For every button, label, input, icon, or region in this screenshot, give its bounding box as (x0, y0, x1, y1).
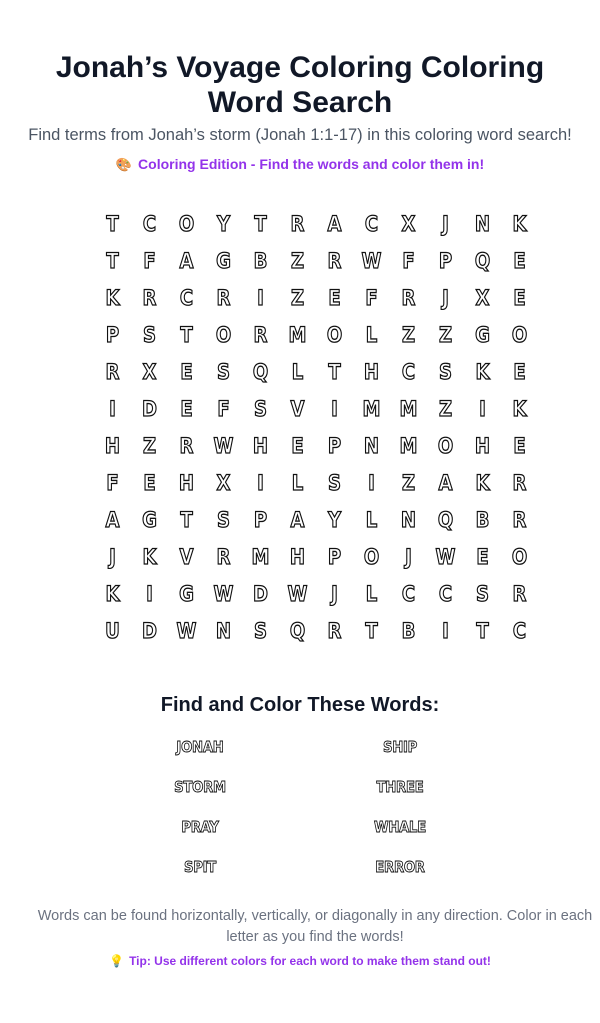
grid-cell[interactable]: R (512, 581, 527, 606)
grid-cell[interactable]: F (106, 470, 119, 495)
grid-cell[interactable]: K (475, 359, 490, 384)
grid-cell[interactable]: C (438, 581, 453, 606)
grid-cell[interactable]: P (438, 248, 453, 273)
grid-cell[interactable]: W (361, 248, 382, 273)
grid-cell[interactable]: E (476, 544, 489, 569)
grid-cell[interactable]: E (513, 359, 526, 384)
grid-cell[interactable]: K (512, 396, 527, 421)
grid-cell[interactable]: J (442, 285, 449, 310)
grid-cell[interactable]: E (513, 433, 526, 458)
grid-cell[interactable]: B (475, 507, 490, 532)
grid-cell[interactable]: Z (438, 322, 453, 347)
grid-cell[interactable]: C (401, 581, 416, 606)
grid-cell[interactable]: E (513, 285, 526, 310)
grid-cell[interactable]: B (401, 618, 416, 643)
word-list (100, 738, 500, 898)
grid-cell[interactable]: M (288, 322, 307, 347)
edition-banner (0, 156, 600, 173)
grid-cell[interactable]: G (142, 507, 157, 532)
grid-cell[interactable]: D (142, 618, 157, 643)
grid-cell[interactable]: F (217, 396, 230, 421)
grid-cell[interactable]: V (179, 544, 194, 569)
word-item: SPIT (183, 858, 217, 876)
grid-cell[interactable]: E (180, 359, 193, 384)
grid-cell[interactable]: N (400, 507, 417, 532)
grid-cell[interactable]: C (512, 618, 527, 643)
grid-cell[interactable]: O (363, 544, 380, 569)
grid-cell[interactable]: O (437, 433, 454, 458)
word-item: PRAY (181, 818, 219, 836)
grid-cell[interactable]: T (328, 359, 341, 384)
grid-cell[interactable]: R (216, 544, 231, 569)
grid-cell[interactable]: F (365, 285, 378, 310)
grid-cell[interactable]: K (475, 470, 490, 495)
grid-cell[interactable]: P (327, 433, 342, 458)
grid-cell[interactable]: O (215, 322, 232, 347)
grid-cell[interactable]: S (438, 359, 453, 384)
grid-cell[interactable]: R (327, 248, 342, 273)
grid-cell[interactable]: J (331, 581, 338, 606)
grid-cell[interactable]: F (143, 248, 156, 273)
grid-cell[interactable]: I (442, 618, 449, 643)
tip (0, 954, 600, 968)
grid-cell[interactable]: T (106, 248, 119, 273)
grid-cell[interactable]: S (142, 322, 157, 347)
grid-cell[interactable]: H (178, 470, 195, 495)
grid-cell[interactable]: Y (216, 211, 231, 236)
grid-cell[interactable]: A (105, 507, 120, 532)
grid-cell[interactable]: E (328, 285, 341, 310)
grid-cell[interactable]: G (216, 248, 231, 273)
lightbulb-icon: 💡 (109, 954, 125, 968)
grid-cell[interactable]: R (512, 470, 527, 495)
grid-cell[interactable]: X (216, 470, 231, 495)
word-row (100, 858, 500, 898)
grid-cell[interactable]: M (362, 396, 381, 421)
grid-cell[interactable]: K (105, 285, 120, 310)
grid-cell[interactable]: G (475, 322, 490, 347)
word-item: STORM (174, 778, 226, 796)
grid-cell[interactable]: Y (327, 507, 342, 532)
grid-cell[interactable]: D (142, 396, 157, 421)
word-row (100, 818, 500, 858)
grid-cell[interactable]: X (401, 211, 416, 236)
grid-cell[interactable]: Q (289, 618, 306, 643)
instructions: Words can be found horizontally, vertically, or diagonally in any direction. Color in each letter as you find the words! (37, 908, 593, 945)
grid-cell[interactable]: S (216, 359, 231, 384)
grid-cell[interactable]: I (331, 396, 338, 421)
grid-cell[interactable]: E (513, 248, 526, 273)
grid-cell[interactable]: A (290, 507, 305, 532)
grid-cell[interactable]: I (146, 581, 153, 606)
word-row (100, 778, 500, 818)
tip-text: Tip: Use different colors for each word to make them stand out! (129, 954, 491, 968)
grid-cell[interactable]: S (253, 618, 268, 643)
grid-cell[interactable]: T (365, 618, 378, 643)
grid-cell[interactable]: G (179, 581, 194, 606)
word-item: WHALE (374, 818, 426, 836)
edition-text: Coloring Edition - Find the words and color them in! (138, 156, 485, 172)
subtitle: Find terms from Jonah’s storm (Jonah 1:1-17) in this coloring word search! (28, 126, 572, 144)
grid-cell[interactable]: P (253, 507, 268, 532)
grid-cell[interactable]: B (253, 248, 268, 273)
grid-cell[interactable]: P (327, 544, 342, 569)
grid-cell[interactable]: M (399, 396, 418, 421)
grid-cell[interactable]: S (475, 581, 490, 606)
grid-cell[interactable]: H (104, 433, 121, 458)
grid-cell[interactable]: A (179, 248, 194, 273)
grid-cell[interactable]: P (105, 322, 120, 347)
grid-cell[interactable]: O (511, 322, 528, 347)
grid-cell[interactable]: N (474, 211, 491, 236)
grid-cell[interactable]: H (252, 433, 269, 458)
grid-cell[interactable]: Z (290, 248, 305, 273)
grid-cell[interactable]: J (405, 544, 412, 569)
grid-cell[interactable]: R (142, 285, 157, 310)
grid-cell[interactable]: Q (252, 359, 269, 384)
grid-cell[interactable]: Z (142, 433, 157, 458)
grid-cell[interactable]: M (399, 433, 418, 458)
grid-cell[interactable]: S (327, 470, 342, 495)
grid-cell[interactable]: W (176, 618, 197, 643)
grid-cell[interactable]: Z (290, 285, 305, 310)
grid-cell[interactable]: W (213, 581, 234, 606)
grid-cell[interactable]: I (479, 396, 486, 421)
grid-cell[interactable]: S (216, 507, 231, 532)
grid-cell[interactable]: C (401, 359, 416, 384)
grid-cell[interactable]: M (251, 544, 270, 569)
word-item: JONAH (176, 738, 224, 756)
grid-cell[interactable]: L (365, 322, 378, 347)
grid-cell[interactable]: T (106, 211, 119, 236)
grid-cell[interactable]: Z (401, 322, 416, 347)
grid-cell[interactable]: X (142, 359, 157, 384)
grid-cell[interactable]: A (438, 470, 453, 495)
grid-cell[interactable]: H (474, 433, 491, 458)
grid-cell[interactable]: J (442, 211, 449, 236)
word-item: THREE (376, 778, 424, 796)
letter-grid (94, 205, 538, 649)
word-row (100, 738, 500, 778)
page-title: Jonah’s Voyage Coloring Coloring Word Search (55, 51, 545, 119)
grid-cell[interactable]: W (213, 433, 234, 458)
grid-cell[interactable]: I (257, 470, 264, 495)
grid-cell[interactable]: C (142, 211, 157, 236)
grid-cell[interactable]: T (476, 618, 489, 643)
grid-cell[interactable]: L (365, 581, 378, 606)
grid-cell[interactable]: T (180, 322, 193, 347)
grid-cell[interactable]: L (291, 470, 304, 495)
grid-cell[interactable]: R (105, 359, 120, 384)
grid-cell[interactable]: O (326, 322, 343, 347)
word-item: ERROR (375, 858, 425, 876)
grid-cell[interactable]: R (327, 618, 342, 643)
grid-cell[interactable]: I (257, 285, 264, 310)
grid-cell[interactable]: I (109, 396, 116, 421)
grid-cell[interactable]: E (180, 396, 193, 421)
grid-cell[interactable]: F (402, 248, 415, 273)
grid-cell[interactable]: K (512, 211, 527, 236)
grid-cell[interactable]: R (216, 285, 231, 310)
grid-cell[interactable]: J (109, 544, 116, 569)
grid-cell[interactable]: R (290, 211, 305, 236)
grid-cell[interactable]: E (143, 470, 156, 495)
grid-cell[interactable]: U (105, 618, 120, 643)
grid-cell[interactable]: V (290, 396, 305, 421)
grid-cell[interactable]: K (142, 544, 157, 569)
grid-cell[interactable]: L (291, 359, 304, 384)
grid-cell[interactable]: W (435, 544, 456, 569)
grid-cell[interactable]: S (253, 396, 268, 421)
grid-cell[interactable]: R (512, 507, 527, 532)
grid-cell[interactable]: A (327, 211, 342, 236)
grid-cell[interactable]: C (364, 211, 379, 236)
grid-cell[interactable]: D (253, 581, 268, 606)
grid-cell[interactable]: Z (438, 396, 453, 421)
grid-cell[interactable]: L (365, 507, 378, 532)
grid-cell[interactable]: O (178, 211, 195, 236)
word-item: SHIP (382, 738, 418, 756)
grid-cell[interactable]: I (368, 470, 375, 495)
grid-cell[interactable]: W (287, 581, 308, 606)
palette-icon: 🎨 (115, 157, 133, 172)
grid-cell[interactable]: N (363, 433, 380, 458)
word-list-title: Find and Color These Words: (160, 694, 440, 716)
grid-cell[interactable]: Q (437, 507, 454, 532)
grid-cell[interactable]: K (105, 581, 120, 606)
grid-cell[interactable]: E (291, 433, 304, 458)
grid-cell[interactable]: X (475, 285, 490, 310)
grid-cell[interactable]: T (254, 211, 267, 236)
grid-cell[interactable]: H (363, 359, 380, 384)
grid-cell[interactable]: N (215, 618, 232, 643)
grid-cell[interactable]: R (179, 433, 194, 458)
grid-cell[interactable]: C (179, 285, 194, 310)
grid-cell[interactable]: R (401, 285, 416, 310)
grid-cell[interactable]: O (511, 544, 528, 569)
grid-cell[interactable]: Z (401, 470, 416, 495)
grid-cell[interactable]: H (289, 544, 306, 569)
grid-cell[interactable]: T (180, 507, 193, 532)
grid-cell[interactable]: R (253, 322, 268, 347)
grid-cell[interactable]: Q (474, 248, 491, 273)
